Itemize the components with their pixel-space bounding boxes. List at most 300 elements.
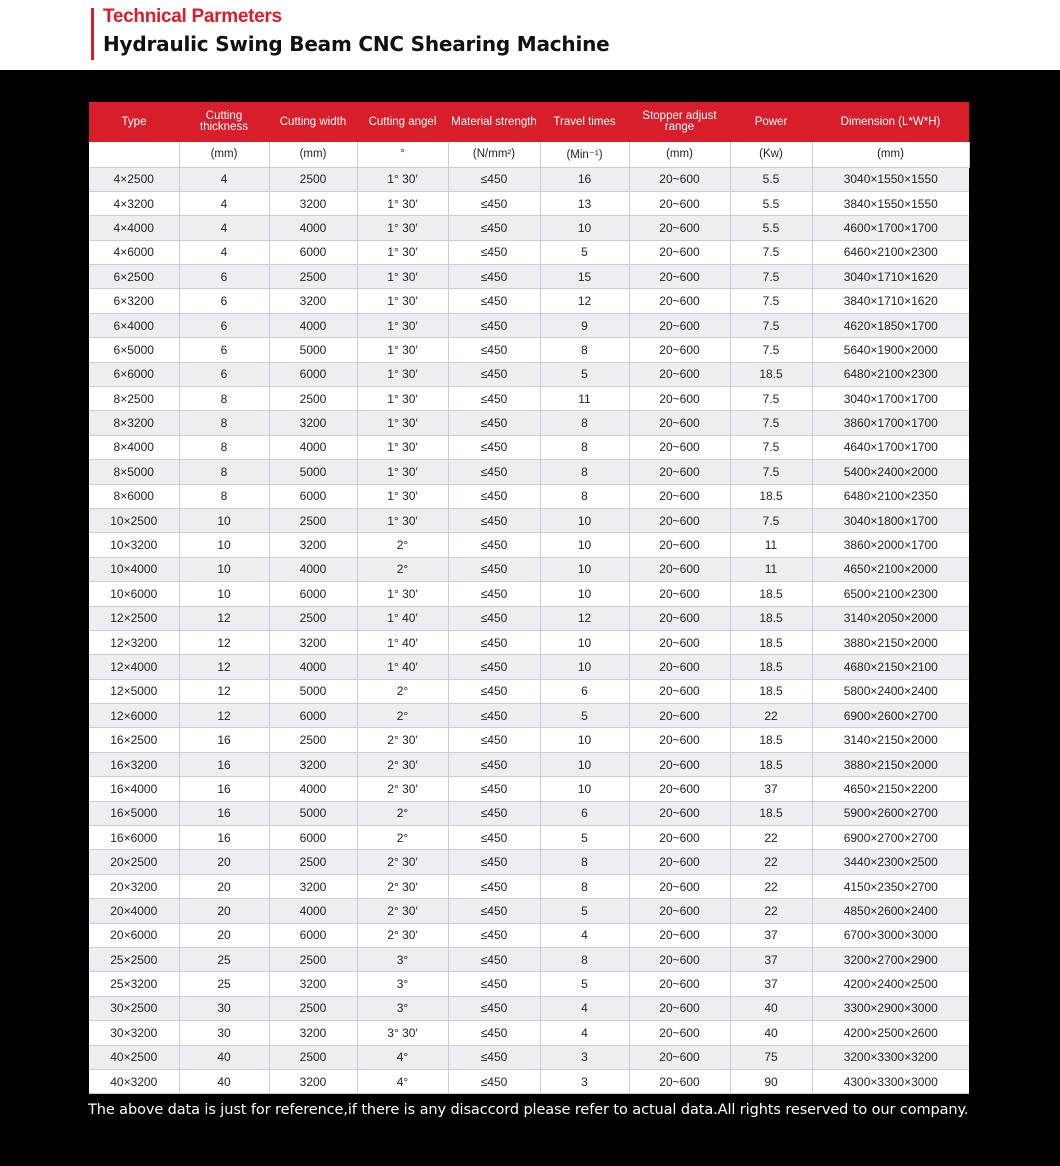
column-header: Stopper adjust range xyxy=(642,110,717,133)
table-cell: 1° 30′ xyxy=(357,387,448,411)
table-cell: 12 xyxy=(179,679,269,703)
table-cell: 4 xyxy=(540,996,629,1020)
table-cell: 6000 xyxy=(269,704,357,728)
table-cell: 3040×1550×1550 xyxy=(812,167,969,191)
table-cell: 20 xyxy=(179,899,269,923)
table-cell: 2° xyxy=(357,704,448,728)
table-cell: 7.5 xyxy=(730,508,812,532)
table-cell: 4° xyxy=(357,1069,448,1093)
table-row xyxy=(89,411,969,435)
table-cell: 25×3200 xyxy=(89,972,179,996)
table-cell: ≤450 xyxy=(448,582,540,606)
table-row xyxy=(89,801,969,825)
table-cell: 3040×1710×1620 xyxy=(812,265,969,289)
table-cell: 20~600 xyxy=(629,630,730,654)
table-cell: 18.5 xyxy=(730,655,812,679)
table-cell: 18.5 xyxy=(730,362,812,386)
table-cell: 10 xyxy=(540,557,629,581)
table-cell: ≤450 xyxy=(448,874,540,898)
table-cell: ≤450 xyxy=(448,630,540,654)
table-cell: 6000 xyxy=(269,484,357,508)
table-cell: 2500 xyxy=(269,1045,357,1069)
table-cell: 20~600 xyxy=(629,899,730,923)
table-cell: 22 xyxy=(730,850,812,874)
table-cell: 12 xyxy=(179,606,269,630)
table-cell: 1° 40′ xyxy=(357,606,448,630)
table-cell: ≤450 xyxy=(448,996,540,1020)
column-header: Type xyxy=(121,115,147,128)
table-cell: 1° 30′ xyxy=(357,289,448,313)
table-cell: 10×4000 xyxy=(89,557,179,581)
table-cell: 3° xyxy=(357,996,448,1020)
table-cell: 1° 40′ xyxy=(357,630,448,654)
table-cell: 20~600 xyxy=(629,582,730,606)
table-cell: 5000 xyxy=(269,679,357,703)
table-row xyxy=(89,484,969,508)
table-cell: 4000 xyxy=(269,777,357,801)
table-cell: 4×6000 xyxy=(89,240,179,264)
table-cell: 30×3200 xyxy=(89,1021,179,1045)
table-cell: 2500 xyxy=(269,728,357,752)
table-cell: 20~600 xyxy=(629,606,730,630)
table-cell: 10 xyxy=(179,533,269,557)
table-cell: 8×5000 xyxy=(89,460,179,484)
table-cell: 3 xyxy=(540,1069,629,1093)
table-cell: 8 xyxy=(540,460,629,484)
table-cell: 10 xyxy=(540,630,629,654)
table-cell: 7.5 xyxy=(730,338,812,362)
table-cell: 4000 xyxy=(269,557,357,581)
table-cell: 6500×2100×2300 xyxy=(812,582,969,606)
table-cell: 3840×1710×1620 xyxy=(812,289,969,313)
table-cell: 4×3200 xyxy=(89,191,179,215)
table-cell: 5 xyxy=(540,899,629,923)
table-cell: 20~600 xyxy=(629,216,730,240)
table-cell: 18.5 xyxy=(730,679,812,703)
table-cell: 10 xyxy=(179,582,269,606)
table-cell: 3200 xyxy=(269,752,357,776)
table-cell: 6480×2100×2300 xyxy=(812,362,969,386)
table-cell: 22 xyxy=(730,704,812,728)
table-cell: 6×5000 xyxy=(89,338,179,362)
table-cell: ≤450 xyxy=(448,801,540,825)
column-header: Power xyxy=(754,115,788,128)
table-cell: 3200 xyxy=(269,191,357,215)
table-cell: 90 xyxy=(730,1069,812,1093)
table-cell: 18.5 xyxy=(730,582,812,606)
table-cell: ≤450 xyxy=(448,679,540,703)
table-cell: 22 xyxy=(730,899,812,923)
table-row xyxy=(89,240,969,264)
table-cell: 8 xyxy=(540,948,629,972)
table-cell: 3880×2150×2000 xyxy=(812,630,969,654)
table-cell: ≤450 xyxy=(448,728,540,752)
table-cell: 10 xyxy=(540,508,629,532)
table-cell: ≤450 xyxy=(448,387,540,411)
table-cell: ≤450 xyxy=(448,191,540,215)
table-row xyxy=(89,460,969,484)
table-cell: 20~600 xyxy=(629,728,730,752)
table-cell: ≤450 xyxy=(448,533,540,557)
table-cell: 5 xyxy=(540,240,629,264)
table-cell: 16×2500 xyxy=(89,728,179,752)
table-cell: 1° 30′ xyxy=(357,216,448,240)
table-cell: 2° 30′ xyxy=(357,752,448,776)
table-cell: 2° xyxy=(357,533,448,557)
page-header xyxy=(0,0,1060,70)
table-cell: 20~600 xyxy=(629,265,730,289)
table-cell: ≤450 xyxy=(448,826,540,850)
table-cell: 20~600 xyxy=(629,752,730,776)
table-cell: 3300×2900×3000 xyxy=(812,996,969,1020)
column-header: Cutting width xyxy=(279,115,347,128)
column-header: Material strength xyxy=(451,115,537,128)
table-cell: 7.5 xyxy=(730,313,812,337)
table-cell: 22 xyxy=(730,874,812,898)
table-cell: 20~600 xyxy=(629,191,730,215)
table-cell: 20~600 xyxy=(629,460,730,484)
table-cell: 11 xyxy=(730,533,812,557)
table-cell: ≤450 xyxy=(448,777,540,801)
table-cell: 3200×2700×2900 xyxy=(812,948,969,972)
table-cell: 20~600 xyxy=(629,313,730,337)
table-cell: 20~600 xyxy=(629,435,730,459)
table-cell: 6000 xyxy=(269,582,357,606)
table-cell: ≤450 xyxy=(448,850,540,874)
table-cell: 10 xyxy=(540,728,629,752)
table-body xyxy=(89,167,969,1094)
table-cell: 6 xyxy=(179,313,269,337)
table-cell: 9 xyxy=(540,313,629,337)
table-cell: ≤450 xyxy=(448,338,540,362)
table-cell: 40×3200 xyxy=(89,1069,179,1093)
table-row xyxy=(89,850,969,874)
table-row xyxy=(89,533,969,557)
table-cell: 3200 xyxy=(269,1021,357,1045)
table-cell: 3200 xyxy=(269,874,357,898)
table-cell: 2° xyxy=(357,679,448,703)
table-cell: 6 xyxy=(540,801,629,825)
table-cell: 8 xyxy=(540,338,629,362)
table-cell: 8 xyxy=(179,484,269,508)
table-cell: 2500 xyxy=(269,996,357,1020)
table-cell: 37 xyxy=(730,972,812,996)
table-cell: 4650×2150×2200 xyxy=(812,777,969,801)
column-unit: ° xyxy=(357,142,448,167)
table-cell: 6 xyxy=(179,289,269,313)
table-cell: 3200×3300×3200 xyxy=(812,1045,969,1069)
table-row xyxy=(89,704,969,728)
column-header: Travel times xyxy=(553,115,616,128)
table-cell: 6 xyxy=(540,679,629,703)
table-cell: 6×3200 xyxy=(89,289,179,313)
table-cell: ≤450 xyxy=(448,265,540,289)
table-cell: 6000 xyxy=(269,826,357,850)
table-cell: 8 xyxy=(540,435,629,459)
table-cell: ≤450 xyxy=(448,216,540,240)
table-cell: 3200 xyxy=(269,972,357,996)
table-cell: 5400×2400×2000 xyxy=(812,460,969,484)
column-unit: (Kw) xyxy=(730,142,812,167)
table-cell: 4000 xyxy=(269,435,357,459)
table-row xyxy=(89,387,969,411)
table-header-row xyxy=(89,102,969,142)
table-row xyxy=(89,948,969,972)
table-cell: ≤450 xyxy=(448,972,540,996)
table-cell: 10 xyxy=(540,777,629,801)
table-cell: 2500 xyxy=(269,265,357,289)
table-cell: 3140×2150×2000 xyxy=(812,728,969,752)
table-cell: 6460×2100×2300 xyxy=(812,240,969,264)
table-cell: 2500 xyxy=(269,167,357,191)
table-cell: 20~600 xyxy=(629,948,730,972)
table-cell: 20~600 xyxy=(629,801,730,825)
table-row xyxy=(89,972,969,996)
table-cell: 37 xyxy=(730,777,812,801)
table-cell: 5 xyxy=(540,972,629,996)
table-cell: 6700×3000×3000 xyxy=(812,923,969,947)
table-cell: 8 xyxy=(540,850,629,874)
table-row xyxy=(89,777,969,801)
table-cell: 30 xyxy=(179,1021,269,1045)
table-cell: 20~600 xyxy=(629,1021,730,1045)
table-cell: 4000 xyxy=(269,655,357,679)
table-cell: 20~600 xyxy=(629,411,730,435)
table-cell: 6 xyxy=(179,265,269,289)
table-cell: 12×3200 xyxy=(89,630,179,654)
table-cell: 20~600 xyxy=(629,972,730,996)
table-cell: 3140×2050×2000 xyxy=(812,606,969,630)
table-cell: 20~600 xyxy=(629,1069,730,1093)
table-cell: 20~600 xyxy=(629,533,730,557)
table-cell: 8 xyxy=(179,387,269,411)
table-cell: 30×2500 xyxy=(89,996,179,1020)
table-cell: 4150×2350×2700 xyxy=(812,874,969,898)
table-cell: 2500 xyxy=(269,387,357,411)
table-cell: 40 xyxy=(179,1069,269,1093)
table-cell: 1° 30′ xyxy=(357,167,448,191)
table-cell: 3200 xyxy=(269,289,357,313)
table-row xyxy=(89,655,969,679)
table-cell: 12×5000 xyxy=(89,679,179,703)
table-cell: 15 xyxy=(540,265,629,289)
table-cell: 20~600 xyxy=(629,167,730,191)
table-cell: 2500 xyxy=(269,606,357,630)
table-cell: 2500 xyxy=(269,948,357,972)
table-cell: 10 xyxy=(540,752,629,776)
table-cell: 4 xyxy=(179,167,269,191)
table-cell: 20~600 xyxy=(629,704,730,728)
table-cell: ≤450 xyxy=(448,240,540,264)
table-cell: 37 xyxy=(730,948,812,972)
table-cell: 20~600 xyxy=(629,826,730,850)
column-unit: (mm) xyxy=(629,142,730,167)
table-cell: 20~600 xyxy=(629,484,730,508)
table-cell: 20~600 xyxy=(629,996,730,1020)
table-cell: 4 xyxy=(179,240,269,264)
table-cell: 4600×1700×1700 xyxy=(812,216,969,240)
table-cell: 10 xyxy=(540,533,629,557)
table-row xyxy=(89,508,969,532)
table-cell: 75 xyxy=(730,1045,812,1069)
table-row xyxy=(89,435,969,459)
table-cell: 8 xyxy=(179,435,269,459)
table-cell: ≤450 xyxy=(448,752,540,776)
table-cell: 12×4000 xyxy=(89,655,179,679)
table-cell: 2° 30′ xyxy=(357,923,448,947)
table-cell: 1° 30′ xyxy=(357,240,448,264)
table-cell: ≤450 xyxy=(448,362,540,386)
table-cell: 3200 xyxy=(269,411,357,435)
table-cell: 8 xyxy=(179,460,269,484)
table-cell: 20 xyxy=(179,850,269,874)
table-cell: 4200×2400×2500 xyxy=(812,972,969,996)
specs-table-container xyxy=(89,102,969,1089)
table-cell: 4×4000 xyxy=(89,216,179,240)
table-cell: 20~600 xyxy=(629,362,730,386)
table-cell: 10 xyxy=(179,557,269,581)
table-cell: 4000 xyxy=(269,216,357,240)
table-cell: 11 xyxy=(540,387,629,411)
disclaimer-footnote: The above data is just for reference,if there is any disaccord please refer to actual data.All rights reserved to our company. xyxy=(88,1102,969,1118)
table-cell: 3040×1700×1700 xyxy=(812,387,969,411)
table-cell: 8×2500 xyxy=(89,387,179,411)
table-cell: 3° 30′ xyxy=(357,1021,448,1045)
table-cell: 1° 30′ xyxy=(357,265,448,289)
table-cell: ≤450 xyxy=(448,508,540,532)
table-cell: 4200×2500×2600 xyxy=(812,1021,969,1045)
table-cell: 16×6000 xyxy=(89,826,179,850)
table-cell: 7.5 xyxy=(730,435,812,459)
table-cell: 3° xyxy=(357,972,448,996)
table-cell: 1° 30′ xyxy=(357,191,448,215)
table-cell: 4620×1850×1700 xyxy=(812,313,969,337)
column-unit: (mm) xyxy=(812,142,969,167)
table-cell: 3200 xyxy=(269,630,357,654)
table-cell: 13 xyxy=(540,191,629,215)
table-cell: 7.5 xyxy=(730,240,812,264)
table-cell: 10 xyxy=(179,508,269,532)
table-cell: 5000 xyxy=(269,460,357,484)
table-cell: 25 xyxy=(179,972,269,996)
table-row xyxy=(89,1045,969,1069)
table-row xyxy=(89,265,969,289)
table-cell: 5 xyxy=(540,362,629,386)
table-cell: ≤450 xyxy=(448,1021,540,1045)
table-cell: ≤450 xyxy=(448,557,540,581)
table-cell: 1° 30′ xyxy=(357,362,448,386)
table-cell: 25×2500 xyxy=(89,948,179,972)
table-cell: ≤450 xyxy=(448,313,540,337)
table-cell: 5.5 xyxy=(730,216,812,240)
table-cell: 20~600 xyxy=(629,289,730,313)
table-cell: 8 xyxy=(540,484,629,508)
table-cell: 3440×2300×2500 xyxy=(812,850,969,874)
table-cell: 5.5 xyxy=(730,191,812,215)
table-cell: 3860×2000×1700 xyxy=(812,533,969,557)
table-cell: 3 xyxy=(540,1045,629,1069)
table-cell: 4640×1700×1700 xyxy=(812,435,969,459)
table-cell: 11 xyxy=(730,557,812,581)
section-subtitle: Technical Parmeters xyxy=(103,6,282,27)
table-cell: 20×3200 xyxy=(89,874,179,898)
column-header: Dimension (L*W*H) xyxy=(840,115,941,128)
table-cell: 4° xyxy=(357,1045,448,1069)
table-cell: ≤450 xyxy=(448,167,540,191)
table-cell: 3840×1550×1550 xyxy=(812,191,969,215)
table-cell: 5000 xyxy=(269,801,357,825)
table-cell: 2° 30′ xyxy=(357,850,448,874)
table-cell: 6000 xyxy=(269,362,357,386)
table-cell: 18.5 xyxy=(730,484,812,508)
table-cell: 1° 30′ xyxy=(357,460,448,484)
table-cell: 20 xyxy=(179,923,269,947)
table-cell: 8×4000 xyxy=(89,435,179,459)
table-cell: ≤450 xyxy=(448,899,540,923)
table-units-row xyxy=(89,142,969,167)
table-cell: 20~600 xyxy=(629,557,730,581)
table-cell: 12 xyxy=(179,655,269,679)
table-cell: 16×3200 xyxy=(89,752,179,776)
table-cell: 5640×1900×2000 xyxy=(812,338,969,362)
column-unit: (Min⁻¹) xyxy=(540,142,629,167)
table-cell: 25 xyxy=(179,948,269,972)
table-row xyxy=(89,1069,969,1093)
table-cell: 2° xyxy=(357,826,448,850)
table-cell: 2° xyxy=(357,801,448,825)
table-cell: ≤450 xyxy=(448,923,540,947)
table-cell: 5.5 xyxy=(730,167,812,191)
column-unit: (mm) xyxy=(269,142,357,167)
table-cell: 16 xyxy=(179,801,269,825)
table-row xyxy=(89,752,969,776)
table-cell: 20~600 xyxy=(629,1045,730,1069)
specs-table xyxy=(89,102,970,1094)
table-cell: ≤450 xyxy=(448,1045,540,1069)
table-cell: 4650×2100×2000 xyxy=(812,557,969,581)
table-cell: 3880×2150×2000 xyxy=(812,752,969,776)
table-cell: 20~600 xyxy=(629,679,730,703)
table-row xyxy=(89,899,969,923)
table-row xyxy=(89,338,969,362)
table-cell: 16×4000 xyxy=(89,777,179,801)
table-cell: 7.5 xyxy=(730,387,812,411)
table-row xyxy=(89,923,969,947)
table-cell: 20 xyxy=(179,874,269,898)
table-cell: 20~600 xyxy=(629,508,730,532)
table-row xyxy=(89,216,969,240)
table-cell: 20~600 xyxy=(629,850,730,874)
table-cell: ≤450 xyxy=(448,1069,540,1093)
table-cell: 16 xyxy=(179,752,269,776)
table-row xyxy=(89,362,969,386)
table-row xyxy=(89,582,969,606)
table-cell: 18.5 xyxy=(730,606,812,630)
table-cell: 20×6000 xyxy=(89,923,179,947)
table-cell: 8 xyxy=(179,411,269,435)
table-cell: 20~600 xyxy=(629,655,730,679)
table-cell: 12 xyxy=(540,289,629,313)
table-cell: 20~600 xyxy=(629,338,730,362)
table-cell: 6000 xyxy=(269,923,357,947)
table-cell: 5 xyxy=(540,704,629,728)
table-cell: 4 xyxy=(540,1021,629,1045)
table-cell: 12 xyxy=(179,630,269,654)
table-row xyxy=(89,679,969,703)
table-cell: 1° 30′ xyxy=(357,508,448,532)
table-cell: 10 xyxy=(540,582,629,606)
table-cell: 30 xyxy=(179,996,269,1020)
